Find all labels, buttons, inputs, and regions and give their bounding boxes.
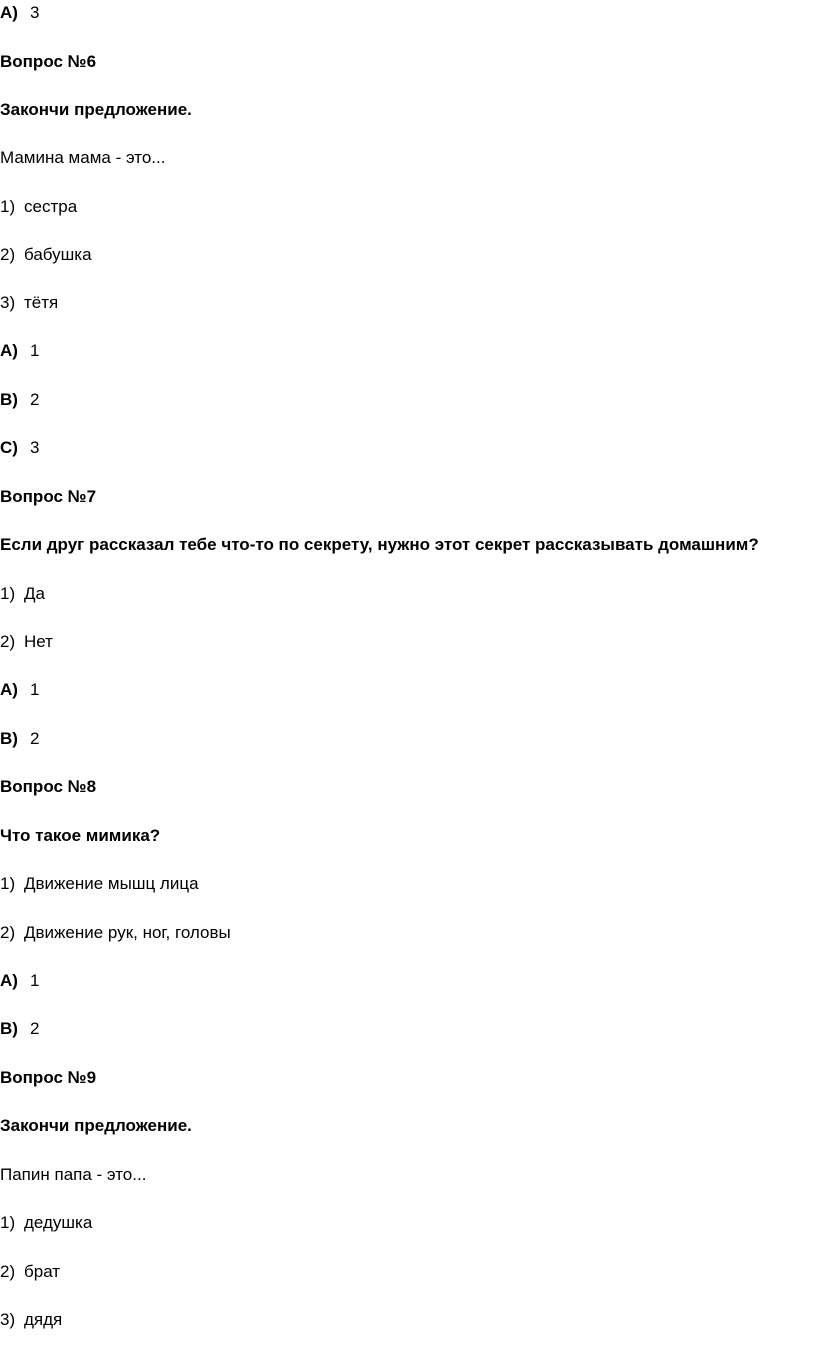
option-row (0, 873, 199, 895)
option-text: дядя (24, 1310, 63, 1329)
option-number: 1) (0, 197, 16, 216)
answer-value: 2 (30, 729, 40, 748)
option-text: Движение рук, ног, головы (24, 923, 231, 942)
option-text: Нет (24, 632, 53, 651)
answer-value: 1 (30, 341, 40, 360)
option-number: 2) (0, 1262, 16, 1281)
question-prompt: Закончи предложение. (0, 100, 192, 119)
question-prompt: Закончи предложение. (0, 1116, 192, 1135)
answer-value: 2 (30, 1019, 40, 1038)
option-row (0, 631, 53, 653)
option-text: Да (24, 584, 45, 603)
option-row (0, 244, 92, 266)
option-row (0, 1212, 92, 1234)
answer-letter: B) (0, 729, 18, 748)
answer-value: 1 (30, 680, 40, 699)
answer-letter: A) (0, 971, 18, 990)
option-row (0, 196, 77, 218)
option-number: 1) (0, 874, 16, 893)
option-text: тётя (24, 293, 59, 312)
answer-letter: A) (0, 3, 18, 22)
option-text: брат (24, 1262, 61, 1281)
answer-row (0, 970, 39, 992)
option-row (0, 583, 45, 605)
question-prompt: Что такое мимика? (0, 826, 161, 845)
answer-letter: B) (0, 1019, 18, 1038)
option-text: бабушка (24, 245, 92, 264)
option-row (0, 1309, 62, 1331)
option-number: 2) (0, 923, 16, 942)
answer-row (0, 679, 39, 701)
answer-value: 2 (30, 390, 40, 409)
option-number: 1) (0, 584, 16, 603)
option-number: 2) (0, 632, 16, 651)
option-text: сестра (24, 197, 78, 216)
answer-row (0, 1018, 39, 1040)
answer-letter: A) (0, 680, 18, 699)
question-stem: Мамина мама - это... (0, 148, 166, 167)
answer-letter: C) (0, 438, 18, 457)
answer-row (0, 437, 39, 459)
question-title: Вопрос №6 (0, 52, 97, 71)
option-text: Движение мышц лица (24, 874, 199, 893)
answer-row (0, 389, 39, 411)
answer-value: 3 (30, 3, 40, 22)
question-stem: Папин папа - это... (0, 1165, 147, 1184)
option-text: дедушка (24, 1213, 93, 1232)
option-number: 1) (0, 1213, 16, 1232)
answer-letter: A) (0, 341, 18, 360)
answer-row (0, 340, 39, 362)
answer-row (0, 2, 39, 24)
option-number: 2) (0, 245, 16, 264)
question-title: Вопрос №9 (0, 1068, 97, 1087)
option-number: 3) (0, 1310, 16, 1329)
option-number: 3) (0, 293, 16, 312)
option-row (0, 1261, 60, 1283)
option-row (0, 292, 58, 314)
option-row (0, 922, 231, 944)
answer-value: 3 (30, 438, 40, 457)
answer-letter: B) (0, 390, 18, 409)
answer-row (0, 728, 39, 750)
question-title: Вопрос №7 (0, 487, 97, 506)
answer-value: 1 (30, 971, 40, 990)
question-title: Вопрос №8 (0, 777, 97, 796)
question-prompt: Если друг рассказал тебе что-то по секрету, нужно этот секрет рассказывать домашним? (0, 535, 759, 554)
